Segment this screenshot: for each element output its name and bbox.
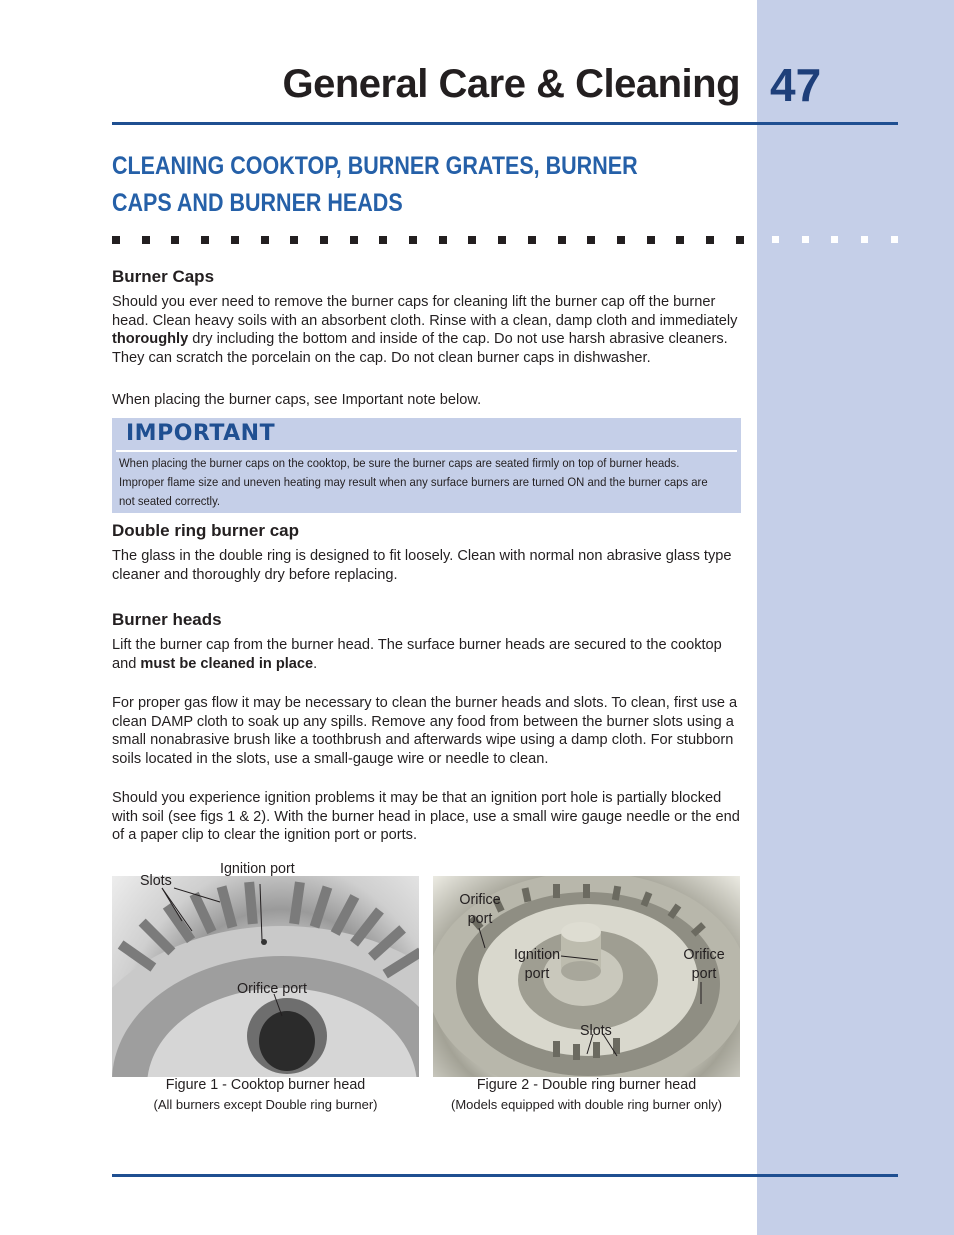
double-ring-text: The glass in the double ring is designed to fit loosely. Clean with normal non abrasive glass type cleaner and thoroughly dry before replacing. [112,548,732,583]
figure-2-label-ignition-port [511,946,563,984]
divider-dot [142,236,150,244]
divider-dot [171,236,179,244]
footer-rule [112,1174,898,1177]
figure-2-label-orifice-right-line-1: Orifice [683,947,725,963]
important-box [112,418,741,513]
divider-dot [617,236,625,244]
sidebar-divider-dot [891,236,898,243]
figure-2-label-orifice-left-line-2: port [467,911,493,927]
sidebar-divider-dot [802,236,809,243]
figure-1-burner-illustration [112,876,419,1077]
figure-1-label-orifice-port: Orifice port [237,981,307,997]
figure-2-label-slots: Slots [580,1023,612,1039]
figure-2-caption: Figure 2 - Double ring burner head [476,1077,697,1093]
divider-dot [647,236,655,244]
section-title [112,148,731,222]
divider-dot [439,236,447,244]
burner-heads-text-bold: must be cleaned in place [140,655,314,672]
divider-dot [528,236,536,244]
burner-caps-paragraph [112,293,742,368]
burner-heads-paragraph-2: For proper gas flow it may be necessary to clean the burner heads and slots. To clean, first use a clean DAMP cloth to soak up any spills. Remove any food from between the burner slots using a small nonabrasive brush like a toothbrush and afterwards wipe using a damp cloth. For stubborn soils located in the slots, use a small-gauge wire or needle to clean. [112,695,738,768]
divider-dot [498,236,506,244]
page-number: 47 [770,59,822,111]
divider-dot [350,236,358,244]
figure-2-label-ignition-line-2: port [524,966,550,982]
page-title: General Care & Cleaning [282,62,740,106]
burner-caps-heading: Burner Caps [112,267,215,286]
divider-dot [290,236,298,244]
burner-heads-paragraph-1 [112,636,742,673]
figure-2-label-orifice-left-line-1: Orifice [459,892,501,908]
header-rule [112,122,898,125]
section-title-line-2: CAPS AND BURNER HEADS [112,189,403,217]
figure-2-label-orifice-right-line-2: port [691,966,717,982]
important-label: IMPORTANT [126,421,276,446]
figure-2-label-orifice-right [681,946,727,984]
sidebar-divider-dot [861,236,868,243]
divider-dot [736,236,744,244]
figure-1-caption: Figure 1 - Cooktop burner head [165,1077,366,1093]
figure-2-label-ignition-line-1: Ignition [513,947,561,963]
divider-dot [379,236,387,244]
double-ring-heading: Double ring burner cap [112,521,300,540]
divider-dot [261,236,269,244]
figure-2-subcaption: (Models equipped with double ring burner only) [451,1097,722,1112]
divider-dot [468,236,476,244]
figure-1-label-ignition-port: Ignition port [220,861,295,877]
burner-caps-text-1: Should you ever need to remove the burner caps for cleaning lift the burner cap off the burner head. Clean heavy soils with an absorbent cloth. Rinse with a clean, damp cloth and immediately [112,294,738,329]
figure-1-subcaption: (All burners except Double ring burner) [153,1097,378,1112]
divider-dot [409,236,417,244]
dotted-divider [112,236,742,244]
burner-heads-paragraph-3: Should you experience ignition problems it may be that an ignition port hole is partially blocked with soil (see figs 1 & 2). With the burner head in place, use a small wire gauge needle or the end of a paper clip to clear the ignition port or ports. [112,790,740,844]
burner-heads-heading: Burner heads [112,610,222,629]
divider-dot [558,236,566,244]
sidebar-divider-dot [772,236,779,243]
divider-dot [112,236,120,244]
figure-1-label-slots: Slots [140,873,172,889]
important-text: When placing the burner caps on the cooktop, be sure the burner caps are seated firmly on top of burner heads. Improper flame size and uneven heating may result when any surface burners are turned ON and the burner caps are not seated correctly. [119,456,708,508]
divider-dot [676,236,684,244]
burner-caps-text-bold: thoroughly [112,331,189,348]
burner-heads-text-1: Lift the burner cap from the burner head. The surface burner heads are secured to the cooktop and [112,637,722,672]
figure-1-photo [112,876,419,1077]
sidebar-band [757,0,954,1235]
important-rule [116,450,737,452]
divider-dot [706,236,714,244]
figure-2-label-orifice-left [457,891,503,929]
divider-dot [231,236,239,244]
burner-heads-text-2: . [313,655,318,672]
sidebar-dotted-divider [772,236,902,244]
section-title-line-1: CLEANING COOKTOP, BURNER GRATES, BURNER [112,152,638,180]
burner-caps-note: When placing the burner caps, see Important note below. [112,392,482,408]
divider-dot [201,236,209,244]
sidebar-divider-dot [831,236,838,243]
divider-dot [320,236,328,244]
burner-caps-text-2: dry including the bottom and inside of the cap. Do not use harsh abrasive cleaners. They can scratch the porcelain on the cap. Do not clean burner caps in dishwasher. [112,331,728,367]
divider-dot [587,236,595,244]
